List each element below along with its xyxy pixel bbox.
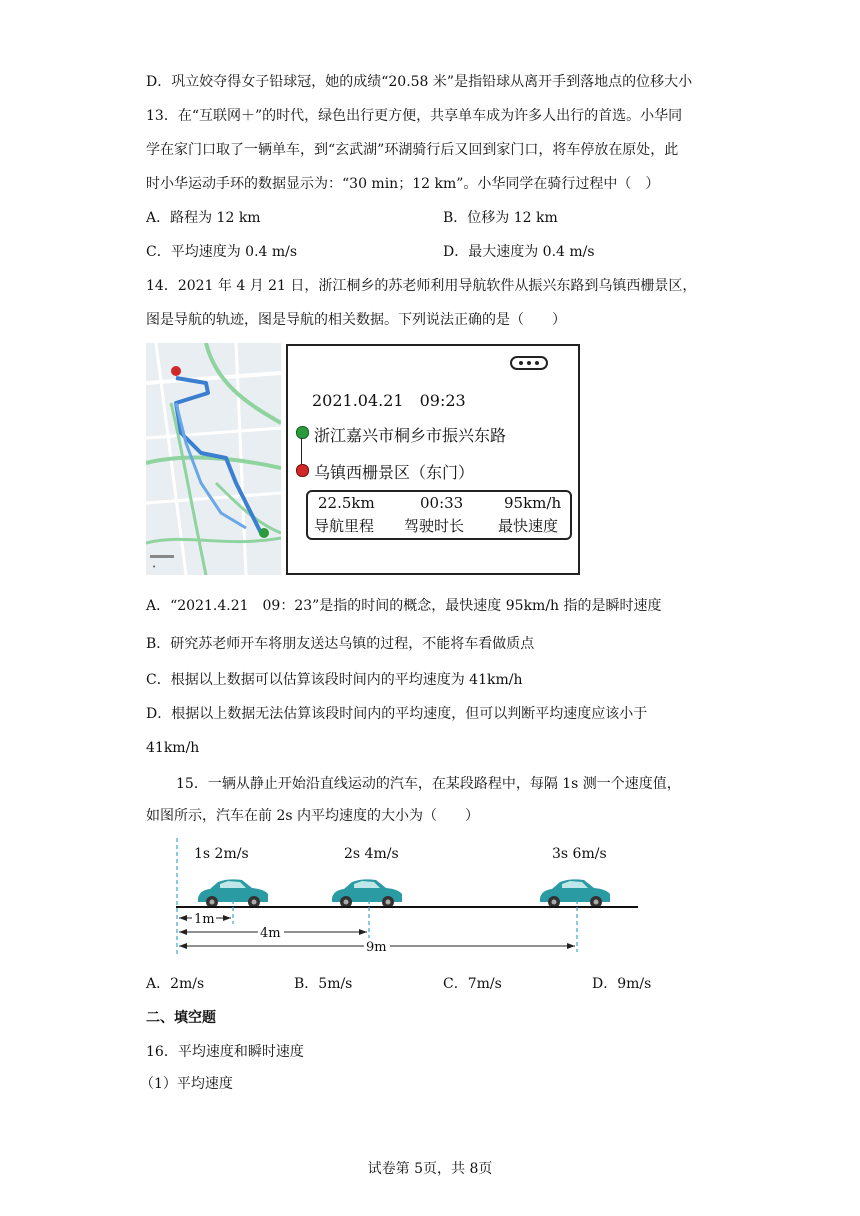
route-map [146,343,281,575]
q14-stem-line1: 14．2021 年 4 月 21 日，浙江桐乡的苏老师利用导航软件从振兴东路到乌镇西栅景区， [146,278,697,294]
q14-option-d-line1: D．根据以上数据无法估算该段时间内的平均速度，但可以判断平均速度应该小于 [146,706,648,722]
q15-option-c: C．7m/s [443,976,502,992]
nav-duration-label: 驾驶时长 [404,517,465,535]
page-footer: 试卷第 5页，共 8页 [367,1161,493,1177]
route-connector [301,438,302,464]
start-point-icon [296,426,309,439]
q15-option-b: B．5m/s [294,976,353,992]
car2-label: 2s 4m/s [344,846,399,862]
end-marker-icon [171,366,181,376]
q14-option-b: B．研究苏老师开车将朋友送达乌镇的过程，不能将车看做质点 [146,636,535,652]
car1-label: 1s 2m/s [194,846,249,862]
start-marker-icon [259,528,269,538]
q14-option-c: C．根据以上数据可以估算该段时间内的平均速度为 41km/h [146,672,523,688]
car3-label: 3s 6m/s [552,846,607,862]
q13-stem-line3: 时小华运动手环的数据显示为：“30 min；12 km”。小华同学在骑行过程中（ ） [146,176,660,192]
section-title: 二、填空题 [146,1010,216,1026]
car2-icon [332,879,402,908]
q13-option-b: B．位移为 12 km [443,210,558,226]
navigation-map-image [146,343,281,575]
more-options-icon [510,356,548,370]
q15-stem-line2: 如图所示，汽车在前 2s 内平均速度的大小为（ ） [146,808,479,824]
q12-option-d: D．巩立姣夺得女子铅球冠，她的成绩“20.58 米”是指铅球从离开手到落地点的位移大小 [146,74,693,90]
car-motion-diagram [140,838,660,956]
nav-speed-label: 最快速度 [498,517,559,535]
navigation-data-panel [286,344,580,575]
nav-datetime: 2021.04.21 09:23 [312,391,466,410]
q16-subitem-1: （1）平均速度 [140,1076,233,1092]
end-point-icon [296,464,309,477]
nav-speed-value: 95km/h [504,494,562,512]
dist-4m-label: 4m [260,926,281,941]
q13-option-d: D．最大速度为 0.4 m/s [443,244,595,260]
q13-stem-line2: 学在家门口取了一辆单车，到“玄武湖”环湖骑行后又回到家门口，将车停放在原处，此 [146,142,679,158]
car3-icon [540,879,610,908]
q15-option-d: D．9m/s [592,976,652,992]
q14-option-a: A．“2021.4.21 09：23”是指的时间的概念，最快速度 95km/h 指的是瞬时速度 [146,598,662,614]
dist-9m-label: 9m [366,940,387,955]
dist-1m-label: 1m [194,912,215,927]
q15-stem-line1: 15．一辆从静止开始沿直线运动的汽车，在某段路程中，每隔 1s 测一个速度值， [176,776,681,792]
q14-stem-line2: 图是导航的轨迹，图是导航的相关数据。下列说法正确的是（ ） [146,312,566,328]
q13-option-a: A．路程为 12 km [146,210,261,226]
nav-stats-box [306,490,572,540]
q13-option-c: C．平均速度为 0.4 m/s [146,244,298,260]
nav-end-location: 乌镇西栅景区（东门） [314,463,475,482]
q13-stem-line1: 13．在“互联网＋”的时代，绿色出行更方便，共享单车成为许多人出行的首选。小华同 [146,108,683,124]
q14-option-d-line2: 41km/h [146,740,200,756]
svg-text:•: • [152,563,157,571]
q16-title: 16．平均速度和瞬时速度 [146,1044,304,1060]
nav-distance-label: 导航里程 [314,517,375,535]
q15-option-a: A．2m/s [146,976,205,992]
nav-distance-value: 22.5km [318,494,375,512]
nav-duration-value: 00:33 [420,494,464,512]
nav-start-location: 浙江嘉兴市桐乡市振兴东路 [314,426,507,445]
